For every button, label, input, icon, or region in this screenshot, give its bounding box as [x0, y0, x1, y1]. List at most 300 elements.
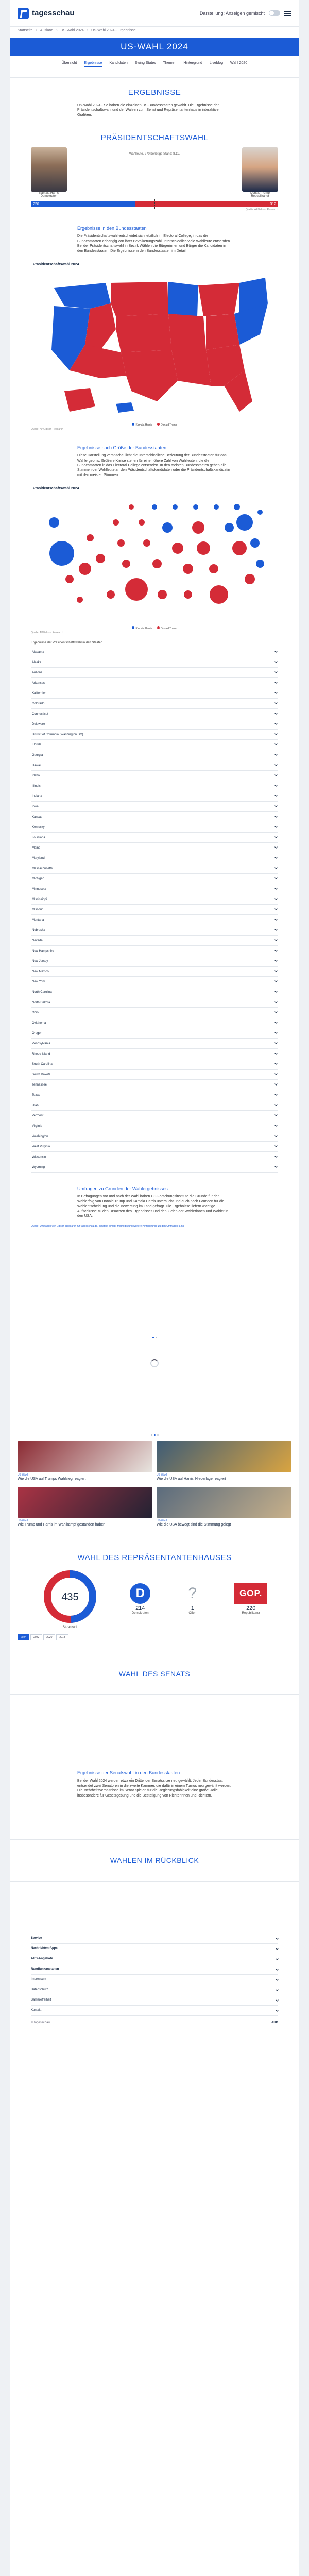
chevron-down-icon: [274, 794, 278, 797]
map-region-central-plains[interactable]: [116, 314, 171, 352]
chevron-down-icon: [274, 773, 278, 776]
state-row[interactable]: [31, 894, 278, 905]
teaser-card[interactable]: [157, 1441, 291, 1481]
state-name: Ohio: [32, 1011, 39, 1014]
map-region-midwest[interactable]: [168, 314, 206, 350]
state-name: Washington: [32, 1134, 48, 1138]
state-row[interactable]: [31, 1100, 278, 1111]
tab-item[interactable]: Kandidaten: [109, 61, 128, 65]
state-row[interactable]: [31, 1090, 278, 1100]
chevron-down-icon: [276, 1999, 279, 2002]
chevron-down-icon: [274, 1031, 278, 1034]
state-row[interactable]: [31, 925, 278, 936]
state-row[interactable]: [31, 833, 278, 843]
state-name: Delaware: [32, 722, 45, 726]
footer-link[interactable]: [31, 1934, 278, 1944]
teaser-kicker: US-Wahl: [18, 1473, 28, 1477]
democrats-seats: 214: [135, 1605, 145, 1612]
map-region-east-central[interactable]: [206, 314, 239, 350]
state-name: Massachusetts: [32, 867, 53, 870]
review-heading: WAHLEN IM RÜCKBLICK: [10, 1839, 299, 1882]
state-name: North Carolina: [32, 990, 52, 994]
state-bubble[interactable]: [245, 574, 255, 584]
state-row[interactable]: [31, 1111, 278, 1121]
footer-link[interactable]: [31, 2006, 278, 2016]
state-bubble[interactable]: [192, 521, 204, 534]
state-row[interactable]: [31, 699, 278, 709]
chevron-down-icon: [274, 1113, 278, 1116]
chevron-down-icon: [274, 1144, 278, 1147]
chevron-down-icon: [274, 753, 278, 756]
state-row[interactable]: [31, 1008, 278, 1018]
state-bubble[interactable]: [214, 504, 219, 510]
chevron-down-icon: [274, 835, 278, 838]
carousel-dots[interactable]: [10, 1337, 299, 1338]
teaser-row: [10, 1487, 299, 1527]
chevron-down-icon: [274, 670, 278, 673]
state-name: Nebraska: [32, 928, 45, 932]
chevron-down-icon: [274, 876, 278, 879]
state-name: Pennsylvania: [32, 1042, 50, 1045]
state-name: Nevada: [32, 939, 43, 942]
state-bubble[interactable]: [162, 522, 173, 533]
logo-icon: [18, 8, 29, 19]
state-name: South Dakota: [32, 1073, 51, 1076]
breadcrumb: Startseite › Ausland › US-Wahl 2024 › US-Wahl 2024 - Ergebnisse: [18, 29, 136, 32]
teaser-card[interactable]: [18, 1441, 152, 1481]
legend-rep-dot: [157, 626, 160, 629]
chevron-down-icon: [274, 1072, 278, 1075]
candidate-party: Demokraten: [40, 195, 58, 198]
donut-total: 435: [61, 1591, 79, 1603]
state-name: Montana: [32, 918, 44, 922]
state-row[interactable]: [31, 997, 278, 1008]
state-name: Louisiana: [32, 836, 45, 839]
state-bubble[interactable]: [234, 504, 240, 510]
state-row[interactable]: [31, 740, 278, 750]
footer-link-label: ARD-Angebote: [31, 1957, 53, 1961]
state-bubble[interactable]: [158, 590, 167, 599]
footer: [10, 1923, 299, 2030]
footer-link-label: Rundfunkanstalten: [31, 1968, 59, 1971]
state-row[interactable]: [31, 977, 278, 987]
undecided-seats: 1: [191, 1605, 194, 1612]
state-bubble[interactable]: [152, 559, 162, 568]
tab-item[interactable]: Übersicht: [61, 61, 77, 65]
state-row[interactable]: [31, 874, 278, 884]
state-name: Utah: [32, 1104, 39, 1107]
state-row[interactable]: [31, 771, 278, 781]
chevron-down-icon: [276, 1968, 279, 1971]
teaser-card[interactable]: [157, 1487, 291, 1527]
logo-text: tagesschau: [32, 9, 75, 18]
state-row[interactable]: [31, 791, 278, 802]
accordion-heading: Ergebnisse der Präsidentschaftswahl in den Staaten: [31, 639, 278, 647]
state-bubble[interactable]: [197, 541, 210, 555]
state-bubble[interactable]: [143, 539, 150, 547]
logo[interactable]: [18, 8, 75, 19]
bubble-section-text: Diese Darstellung veranschaulicht die unterschiedliche Bedeutung der Bundesstaaten für das Wahlergebnis. Größere Kreise stehen für eine höhere Zahl von Wahlleuten, die die Bundesstaaten in das Electoral College entsenden. In den meisten Bundesstaaten gehen alle Stimmen der Wahlleute an den Präsidentschaftskandidaten oder die Präsidentschaftskandidatin mit den meisten Stimmen.: [77, 454, 230, 477]
trump-photo: [242, 147, 278, 192]
house-heading: WAHL DES REPRÄSENTANTENHAUSES: [10, 1543, 299, 1565]
states-accordion: [31, 639, 278, 1173]
chevron-down-icon: [274, 845, 278, 849]
senate-text: Bei der Wahl 2024 werden etwa ein Drittel der Senatssitze neu gewählt. Jeder Bundesstaat entsendet zwei Senatoren in die zweite Kammer, die dafür in einem Turnus neu gewählt werden. Die Mehrheitsverhältnisse im Senat spielen für die Regierungsfähigkeit eine große Rolle, insbesondere für Gesetzgebung und die Bestätigung von Richterinnen und Richtern.: [77, 1779, 231, 1798]
state-name: Tennessee: [32, 1083, 47, 1087]
state-row[interactable]: [31, 915, 278, 925]
state-name: Wisconsin: [32, 1155, 46, 1159]
harris-votes-bar: 226: [31, 201, 135, 207]
candidate-row: [10, 147, 299, 198]
state-name: Colorado: [32, 702, 45, 705]
map-region-mid-atlantic[interactable]: [234, 303, 268, 345]
chevron-down-icon: [274, 1000, 278, 1003]
tab-item[interactable]: Wahl 2020: [230, 61, 248, 65]
state-bubble[interactable]: [49, 541, 74, 566]
chevron-down-icon: [274, 897, 278, 900]
state-row[interactable]: [31, 1049, 278, 1059]
chevron-down-icon: [274, 804, 278, 807]
state-bubble[interactable]: [184, 590, 192, 599]
state-bubble[interactable]: [172, 543, 183, 554]
state-bubble[interactable]: [210, 585, 228, 604]
teaser-title: Wie die USA bewegt sind die Stimmung gelegt: [157, 1522, 231, 1527]
state-name: Indiana: [32, 794, 42, 798]
legend-rep: Donald Trump: [161, 423, 177, 427]
chevron-down-icon: [276, 1978, 279, 1981]
chevron-down-icon: [274, 1052, 278, 1055]
bubble-map-svg[interactable]: [33, 492, 276, 625]
state-bubble[interactable]: [232, 541, 247, 555]
state-name: West Virginia: [32, 1145, 50, 1148]
legend-dem: Kamala Harris: [135, 627, 152, 631]
state-name: Oregon: [32, 1031, 43, 1035]
state-bubble[interactable]: [250, 538, 260, 548]
map-region-north-plains[interactable]: [111, 282, 168, 316]
state-row[interactable]: [31, 1080, 278, 1090]
state-row[interactable]: [31, 719, 278, 730]
candidate-harris: [31, 147, 67, 198]
state-name: Texas: [32, 1093, 40, 1097]
teaser-row: [10, 1441, 299, 1481]
chevron-down-icon: [274, 1165, 278, 1168]
tab-item[interactable]: Themen: [163, 61, 177, 65]
state-row[interactable]: [31, 647, 278, 657]
state-name: Michigan: [32, 877, 45, 880]
state-row[interactable]: [31, 730, 278, 740]
state-row[interactable]: [31, 709, 278, 719]
state-row[interactable]: [31, 802, 278, 812]
state-name: Kansas: [32, 815, 43, 819]
tab-item[interactable]: Ergebnisse: [84, 61, 102, 67]
state-bubble[interactable]: [225, 523, 234, 532]
state-row[interactable]: [31, 946, 278, 956]
state-bubble[interactable]: [258, 510, 263, 515]
footer-link[interactable]: [31, 1985, 278, 1995]
map-region-upper-midwest[interactable]: [168, 282, 198, 316]
chevron-down-icon: [274, 763, 278, 766]
state-row[interactable]: [31, 657, 278, 668]
state-bubble[interactable]: [65, 575, 74, 583]
state-row[interactable]: [31, 668, 278, 678]
teaser-title: Wie Trump und Harris im Wahlkampf gestanden haben: [18, 1522, 106, 1527]
chevron-down-icon: [274, 742, 278, 745]
state-name: Maryland: [32, 856, 45, 860]
state-row[interactable]: [31, 905, 278, 915]
party-undecided: [182, 1583, 203, 1615]
house-total-label: Sitzanzahl: [62, 1626, 77, 1630]
teaser-title: Wie die USA auf Harris' Niederlage reagiert: [157, 1477, 226, 1481]
harris-photo: [31, 147, 67, 192]
state-row[interactable]: [31, 1152, 278, 1162]
state-bubble[interactable]: [113, 519, 119, 526]
chevron-down-icon: [274, 1062, 278, 1065]
state-name: Rhode Island: [32, 1052, 50, 1056]
state-row[interactable]: [31, 987, 278, 997]
year-button[interactable]: 2024: [18, 1634, 29, 1640]
teaser-image: [157, 1441, 291, 1472]
chevron-down-icon: [274, 887, 278, 890]
results-heading: ERGEBNISSE: [10, 77, 299, 100]
state-name: Wyoming: [32, 1165, 45, 1169]
menu-icon[interactable]: [284, 11, 291, 16]
tab-item[interactable]: Swing States: [134, 61, 156, 65]
state-bubble[interactable]: [129, 504, 134, 510]
page: [10, 0, 299, 2576]
party-democrats: [130, 1583, 150, 1615]
chevron-down-icon: [274, 907, 278, 910]
chevron-down-icon: [274, 1124, 278, 1127]
state-row[interactable]: [31, 956, 278, 967]
state-row[interactable]: [31, 1121, 278, 1131]
chevron-down-icon: [274, 711, 278, 715]
tab-item[interactable]: Liveblog: [209, 61, 223, 65]
chevron-down-icon: [274, 938, 278, 941]
state-row[interactable]: [31, 1162, 278, 1173]
democrats-label: Demokraten: [131, 1611, 149, 1615]
footer-link-label: Barrierefreiheit: [31, 1998, 52, 2002]
candidate-name: Donald Trump: [250, 192, 270, 195]
us-map-svg[interactable]: [33, 267, 276, 422]
footer-link-label: Kontakt: [31, 2009, 42, 2012]
footer-link[interactable]: [31, 1975, 278, 1985]
chevron-down-icon: [274, 928, 278, 931]
map-region-great-lakes[interactable]: [198, 283, 239, 316]
tab-item[interactable]: Hintergrund: [183, 61, 202, 65]
year-filter: [10, 1632, 299, 1642]
state-bubble[interactable]: [125, 578, 148, 601]
year-button[interactable]: 2018: [56, 1634, 68, 1640]
house-donut: [42, 1568, 98, 1625]
state-row[interactable]: [31, 822, 278, 833]
state-name: New Jersey: [32, 959, 48, 963]
footer-link-label: Impressum: [31, 1978, 46, 1981]
map-section-text: Die Präsidentschaftswahl entscheidet sich letztlich im Electoral College, in das die Bundesstaaten abhängig von ihrer Bevölkerungszahl unterschiedlich viele Wahlleute entsenden. Bei der Präsidentschaftswahl in Bezirk Wählen die Bürgerinnen und Bürger die Kandidaten in den Bundesstaaten. Die Ergebnisse in den Bundesstaaten im Detail:: [77, 234, 231, 253]
state-bubble[interactable]: [122, 560, 130, 568]
state-row[interactable]: [31, 1070, 278, 1080]
state-row[interactable]: [31, 781, 278, 791]
breadcrumb-item[interactable]: Startseite: [18, 29, 33, 32]
state-name: Iowa: [32, 805, 39, 808]
footer-link[interactable]: [31, 1944, 278, 1954]
contrast-label: Darstellung: Anzeigen gemischt: [199, 10, 265, 16]
state-name: Maine: [32, 846, 41, 850]
state-row[interactable]: [31, 688, 278, 699]
chevron-down-icon: [274, 681, 278, 684]
year-button[interactable]: 2020: [43, 1634, 55, 1640]
democrats-logo-icon: D: [130, 1583, 150, 1604]
us-map[interactable]: [10, 267, 299, 422]
state-bubble[interactable]: [49, 517, 59, 528]
teaser-image: [18, 1487, 152, 1518]
footer-link[interactable]: [31, 1964, 278, 1975]
chevron-down-icon: [274, 990, 278, 993]
state-row[interactable]: [31, 843, 278, 853]
chevron-down-icon: [274, 660, 278, 663]
state-row[interactable]: [31, 1028, 278, 1039]
senate-sub-heading: Ergebnisse der Senatswahl in den Bundesstaaten: [77, 1770, 180, 1776]
state-bubble[interactable]: [256, 560, 264, 568]
state-name: Idaho: [32, 774, 40, 777]
map-region-west-north[interactable]: [54, 283, 111, 309]
bubble-map[interactable]: [10, 492, 299, 625]
state-bubble[interactable]: [236, 514, 253, 531]
results-intro: US-Wahl 2024 - So haben die einzelnen US-Bundesstaaten gewählt. Die Ergebnisse der Präsidentschaftswahl und der Wahlen zum Senat und Repräsentantenhaus in interaktiven Grafiken.: [77, 104, 221, 117]
state-row[interactable]: [31, 1059, 278, 1070]
state-row[interactable]: [31, 936, 278, 946]
state-bubble[interactable]: [139, 519, 145, 526]
state-name: Vermont: [32, 1114, 44, 1117]
chevron-down-icon: [274, 784, 278, 787]
chevron-down-icon: [276, 2009, 279, 2012]
teaser-title: Wie die USA auf Trumps Wahlsieg reagiert: [18, 1477, 86, 1481]
state-bubble[interactable]: [107, 590, 115, 599]
chevron-down-icon: [274, 948, 278, 952]
footer-link[interactable]: [31, 1995, 278, 2006]
chevron-down-icon: [274, 969, 278, 972]
state-bubble[interactable]: [77, 597, 83, 603]
chevron-down-icon: [276, 1947, 279, 1951]
map-source: Quelle: AP/Edison Research: [31, 428, 64, 431]
polls-text: In Befragungen vor und nach der Wahl haben US-Forschungsinstitute die Gründe für den Wahlerfolg von Donald Trump und Kamala Harris untersucht und auch nach Gründen für die Wahlentscheidung und die Bewertung im Land gefragt. Die Ergebnisse liefern wichtige Aufschlüsse zu den Ursachen des Ergebnisses und den Zielen der Wählerinnen und Wähler in den USA.: [77, 1195, 229, 1218]
map-section-heading: Ergebnisse in den Bundesstaaten: [77, 226, 147, 231]
bubble-legend: [10, 626, 299, 630]
legend-rep-dot: [157, 423, 160, 426]
state-bubble[interactable]: [117, 539, 125, 547]
state-name: Arizona: [32, 671, 43, 674]
year-button[interactable]: 2022: [30, 1634, 42, 1640]
map-region-hawaii[interactable]: [116, 402, 134, 413]
state-name: North Dakota: [32, 1001, 50, 1004]
carousel-dots[interactable]: [10, 1434, 299, 1436]
state-row[interactable]: [31, 1131, 278, 1142]
gop-logo-icon: GOP.: [234, 1583, 267, 1604]
state-bubble[interactable]: [209, 564, 218, 573]
state-name: Georgia: [32, 753, 43, 757]
candidate-name: Kamala Harris: [39, 192, 59, 195]
chevron-down-icon: [274, 959, 278, 962]
ard-logo[interactable]: ARD: [271, 2021, 278, 2024]
state-row[interactable]: [31, 812, 278, 822]
chevron-down-icon: [274, 1041, 278, 1044]
teaser-card[interactable]: [18, 1487, 152, 1527]
state-row[interactable]: [31, 760, 278, 771]
state-name: Kentucky: [32, 825, 45, 829]
state-row[interactable]: [31, 678, 278, 688]
state-name: Oklahoma: [32, 1021, 46, 1025]
chevron-down-icon: [274, 918, 278, 921]
teaser-kicker: US-Wahl: [18, 1519, 28, 1522]
undecided-label: Offen: [188, 1611, 197, 1615]
state-bubble[interactable]: [79, 563, 91, 575]
chevron-down-icon: [274, 1155, 278, 1158]
chevron-down-icon: [274, 856, 278, 859]
state-row[interactable]: [31, 884, 278, 894]
breadcrumb-item: US-Wahl 2024 - Ergebnisse: [91, 29, 136, 32]
state-row[interactable]: [31, 863, 278, 874]
copyright: © tagesschau: [31, 2021, 50, 2024]
section-tabs: [10, 56, 299, 72]
chevron-down-icon: [274, 701, 278, 704]
page-title: US-WAHL 2024: [10, 38, 299, 56]
breadcrumb-item[interactable]: US-Wahl 2024: [60, 29, 84, 32]
state-bubble[interactable]: [96, 554, 105, 563]
teaser-image: [157, 1487, 291, 1518]
chevron-down-icon: [274, 866, 278, 869]
state-bubble[interactable]: [152, 504, 157, 510]
teaser-kicker: US-Wahl: [157, 1473, 167, 1477]
state-name: Missouri: [32, 908, 44, 911]
state-name: Illinois: [32, 784, 41, 788]
state-name: Virginia: [32, 1124, 42, 1128]
chevron-down-icon: [274, 1010, 278, 1013]
chevron-down-icon: [274, 815, 278, 818]
trump-votes-bar: 312: [135, 201, 278, 207]
map-legend: [10, 423, 299, 427]
state-name: Minnesota: [32, 887, 46, 891]
state-bubble[interactable]: [87, 534, 94, 541]
state-bubble[interactable]: [173, 504, 178, 510]
legend-rep: Donald Trump: [161, 627, 177, 631]
legend-dem: Kamala Harris: [135, 423, 152, 427]
map-region-alaska[interactable]: [64, 388, 95, 412]
map-region-texas[interactable]: [121, 350, 178, 401]
state-row[interactable]: [31, 1142, 278, 1152]
state-name: Mississippi: [32, 897, 47, 901]
senate-heading: WAHL DES SENATS: [10, 1653, 299, 1695]
chevron-down-icon: [274, 1103, 278, 1106]
state-row[interactable]: [31, 853, 278, 863]
state-row[interactable]: [31, 1018, 278, 1028]
chevron-down-icon: [274, 732, 278, 735]
loading-spinner: [150, 1359, 159, 1367]
state-bubble[interactable]: [193, 504, 198, 510]
polls-note[interactable]: Quelle: Umfragen von Edison Research für tagesschau.de, infratest dimap. Methodik und weitere Hintergründe zu den Umfragen: Link: [31, 1225, 184, 1228]
state-name: Arkansas: [32, 681, 45, 685]
state-row[interactable]: [31, 967, 278, 977]
chevron-down-icon: [274, 979, 278, 982]
state-bubble[interactable]: [183, 564, 193, 574]
bubble-title: Präsidentschaftswahl 2024: [33, 487, 79, 491]
map-title: Präsidentschaftswahl 2024: [33, 263, 79, 267]
state-row[interactable]: [31, 1039, 278, 1049]
breadcrumb-item[interactable]: Ausland: [40, 29, 54, 32]
footer-link[interactable]: [31, 1954, 278, 1964]
dark-mode-toggle[interactable]: [269, 10, 280, 16]
state-name: Connecticut: [32, 712, 48, 716]
state-row[interactable]: [31, 750, 278, 760]
chevron-down-icon: [274, 650, 278, 653]
